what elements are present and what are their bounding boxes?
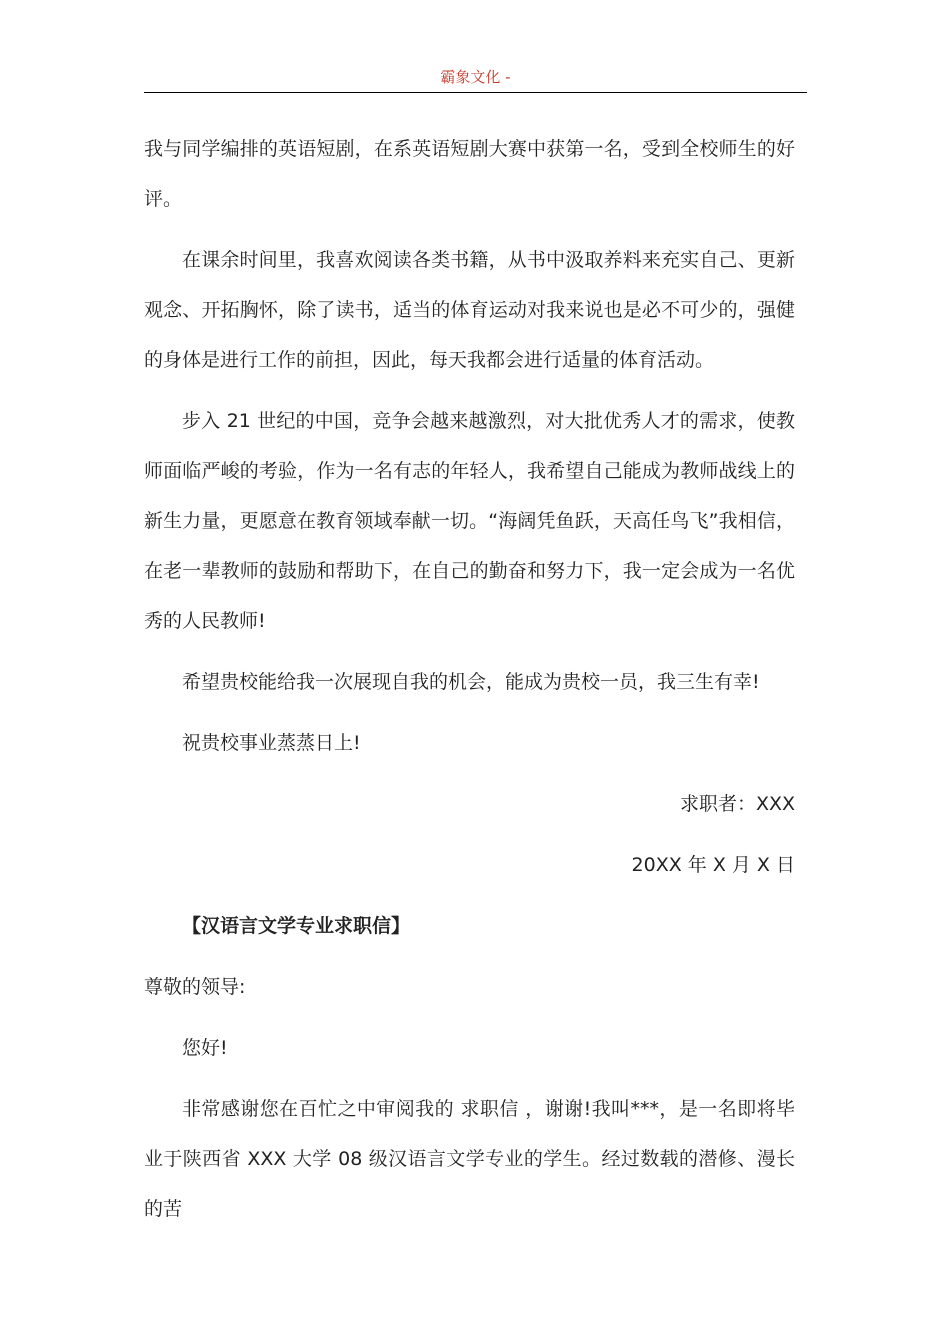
section-title: 【汉语言文学专业求职信】 xyxy=(182,915,411,937)
page-header xyxy=(144,64,807,93)
paragraph-wish: 祝贵校事业蒸蒸日上! xyxy=(182,732,361,754)
paragraph-english-drama: 我与同学编排的英语短剧，在系英语短剧大赛中获第一名，受到全校师生的好评。 xyxy=(144,138,795,210)
salutation: 尊敬的领导: xyxy=(144,976,246,998)
paragraph-hope: 希望贵校能给我一次展现自我的机会，能成为贵校一员，我三生有幸! xyxy=(182,671,760,693)
signature: 求职者：XXX xyxy=(679,793,795,815)
document-body xyxy=(144,124,795,1245)
paragraph-introduction: 非常感谢您在百忙之中审阅我的 求职信 ，谢谢!我叫***，是一名即将毕业于陕西省 XXX 大学 08 级汉语言文学专业的学生。经过数载的潜修、漫长的苦 xyxy=(144,1098,795,1220)
paragraph-reading-sports: 在课余时间里，我喜欢阅读各类书籍，从书中汲取养料来充实自己、更新观念、开拓胸怀，除了读书，适当的体育运动对我来说也是必不可少的，强健的身体是进行工作的前担，因此，每天我都会进行适量的体育活动。 xyxy=(144,249,795,371)
header-title: 霸象文化 - xyxy=(440,68,511,86)
paragraph-aspiration: 步入 21 世纪的中国，竞争会越来越激烈，对大批优秀人才的需求，使教师面临严峻的考验，作为一名有志的年轻人，我希望自己能成为教师战线上的新生力量，更愿意在教育领域奉献一切。“海阔凭鱼跃，天高任鸟飞”我相信，在老一辈教师的鼓励和帮助下，在自己的勤奋和努力下，我一定会成为一名优秀的人民教师! xyxy=(144,410,795,632)
greeting: 您好! xyxy=(182,1037,228,1059)
date: 20XX 年 X 月 X 日 xyxy=(631,854,795,876)
